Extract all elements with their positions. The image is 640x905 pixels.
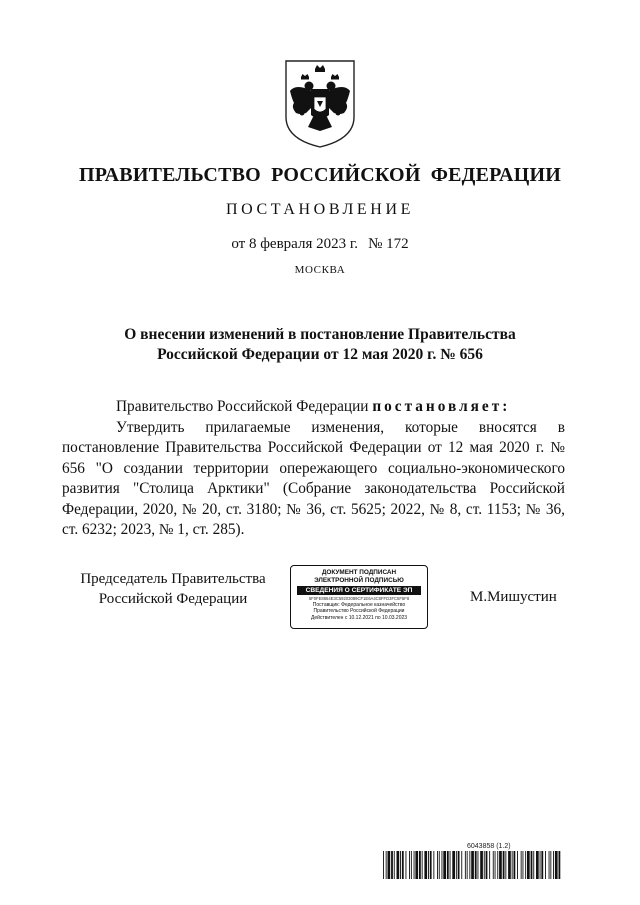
decree-subject <box>80 325 560 365</box>
coat-of-arms-icon <box>282 57 358 149</box>
stamp-line: ДОКУМЕНТ ПОДПИСАН <box>321 569 397 576</box>
date-number-line <box>0 236 640 253</box>
electronic-signature-stamp <box>290 565 428 629</box>
stamp-band: СВЕДЕНИЯ О СЕРТИФИКАТЕ ЭП <box>297 586 421 595</box>
barcode-icon <box>383 851 563 879</box>
signer-position-line: Председатель Правительства <box>80 571 266 587</box>
stamp-supplier: Поставщик: Федеральное казначейство <box>312 602 406 608</box>
government-title: ПРАВИТЕЛЬСТВО РОССИЙСКОЙ ФЕДЕРАЦИИ <box>79 164 561 186</box>
stamp-line: ЭЛЕКТРОННОЙ ПОДПИСЬЮ <box>314 577 404 584</box>
body-paragraph: Утвердить прилагаемые изменения, которые вносятся в постановление Правительства Российской Федерации от 12 мая 2020 г. № 656 "О создании территории опережающего социально-экономического развития "Столица Арктики" (Собрание законодательства Российской Федерации, 2020, № 20, ст. 3180; № 36, ст. 5625; 2022, № 8, ст. 1153; № 36, ст. 6232; 2023, № 1, ст. 285). <box>62 418 565 538</box>
document-type: ПОСТАНОВЛЕНИЕ <box>226 201 414 218</box>
signer-position-line: Российской Федерации <box>98 591 248 607</box>
subject-line: О внесении изменений в постановление Правительства <box>124 326 516 343</box>
decree-body <box>62 397 565 541</box>
body-lead: Правительство Российской Федерации <box>116 398 373 415</box>
body-lead-paragraph <box>62 397 565 418</box>
signer-name: М.Мишустин <box>470 589 557 605</box>
stamp-serial: 5F0FE8864E3C59203089CF1E6A4C8FFD3FC5F5F8 <box>308 596 410 601</box>
stamp-title <box>291 569 427 585</box>
decree-number: № 172 <box>368 236 409 252</box>
stamp-owner: Правительство Российской Федерации <box>313 608 405 615</box>
subject-line: Российской Федерации от 12 мая 2020 г. № 656 <box>157 346 483 363</box>
city: МОСКВА <box>294 264 346 276</box>
stamp-validity: Действителен с 10.12.2021 по 10.03.2023 <box>310 614 408 621</box>
decree-date: от 8 февраля 2023 г. <box>231 236 359 252</box>
decree-verb: постановляет: <box>372 398 511 415</box>
barcode-label: 6043858 (1.2) <box>467 843 511 850</box>
signer-position <box>78 569 268 609</box>
